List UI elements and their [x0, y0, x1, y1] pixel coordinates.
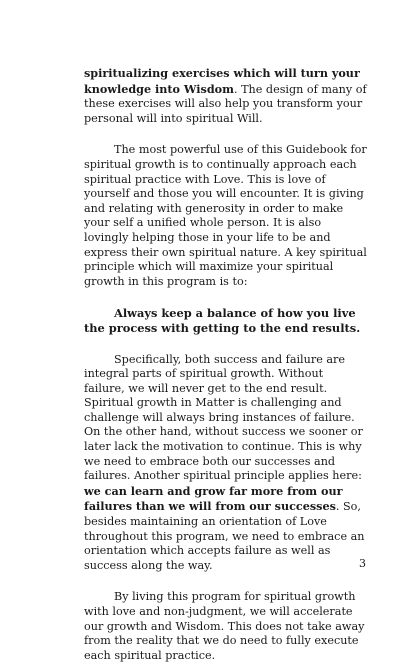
key-principle [84, 306, 367, 335]
paragraph-2 [84, 143, 367, 289]
page-number: 3 [359, 557, 366, 570]
paragraph-1-text: . The design of many of these exercises will also help you transform your personal will into spiritual Will. [84, 82, 367, 125]
paragraph-4 [84, 590, 367, 663]
paragraph-3-text-start: Specifically, both success and failure are integral parts of spiritual growth. Without failure, we will never get to the end result. Spiritual growth in Matter is challenging and challenge will always bring instances of failure. On the other hand, without success we sooner or later lack the motivation to continue. This is why we need to embrace both our successes and failures. Another spiritual principle applies here: [84, 352, 363, 483]
bold-phrase-wisdom: spiritualizing exercises which will turn your knowledge into Wisdom [84, 66, 360, 96]
paragraph-2-text: The most powerful use of this Guidebook for spiritual growth is to continually approach each spiritual practice with Love. This is love of yourself and those you will encounter. It is giving and relating with generosity in order to make your self a unified whole person. It is also lovingly helping those in your life to be and express their own spiritual nature. A key spiritual principle which will maximize your spiritual growth in this program is to: [84, 143, 367, 288]
bold-phrase-failures: we can learn and grow far more from our failures than we will from our successes [84, 483, 343, 514]
paragraph-3 [84, 353, 367, 574]
paragraph-3-text-end: . So, besides maintaining an orientation of Love throughout this program, we need to embrace an orientation which accepts failure as well as success along the way. [84, 500, 365, 572]
paragraph-4-text: By living this program for spiritual growth with love and non-judgment, we will accelerate our growth and Wisdom. This does not take away from the reality that we do need to fully execute each spiritual practice. [84, 590, 365, 662]
paragraph-1 [84, 66, 367, 126]
key-principle-text: Always keep a balance of how you live the process with getting to the end results. [84, 306, 361, 335]
